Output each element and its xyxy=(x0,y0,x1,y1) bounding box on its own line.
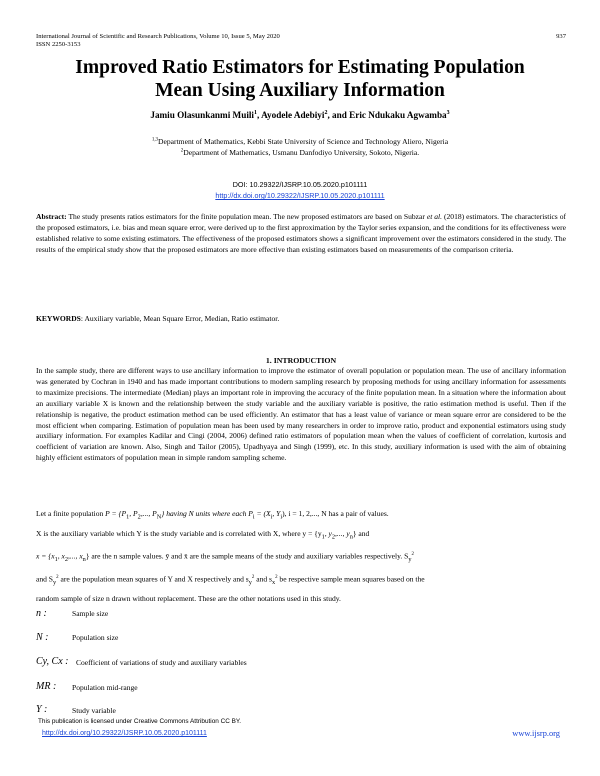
license-note: This publication is licensed under Creative Commons Attribution CC BY. xyxy=(38,718,242,725)
keywords-label: KEYWORDS xyxy=(36,314,81,323)
author-2-sup: 2 xyxy=(324,110,328,116)
notation-desc: Sample size xyxy=(72,609,109,618)
math-expr: , x xyxy=(57,551,65,561)
math-line-4: and $S_y^2$ are the population mean squares of Y and X respectively and $s_y^2$ and $s_x^2$ be respective sample mean squares based on the xyxy=(36,574,425,587)
notation-symbol: N : xyxy=(36,632,49,643)
title-line-1: Improved Ratio Estimators for Estimating Population xyxy=(75,57,525,78)
math-expr: = (X xyxy=(254,509,271,518)
author-1: Jamiu Olasunkanmi Muili xyxy=(150,110,254,121)
author-2: , Ayodele Adebiyi xyxy=(256,110,325,121)
math-text: } are the n sample values. ȳ and x̄ are the sample means of the study and auxiliary variables respectively. S xyxy=(85,551,409,561)
math-expr: P = {P xyxy=(105,509,127,518)
math-text: Let a finite population xyxy=(36,509,106,518)
math-line-1: Let a finite population $P = \{P_1$, $P_2$,..., $P_N$} having N units where each $P_i = (X_i$, $Y_i$), i = 1, 2,..., N has a pair of values. xyxy=(36,509,389,521)
affiliation-1 xyxy=(20,137,580,146)
math-text: be respective sample mean squares based on the xyxy=(277,574,425,584)
notation-desc: Coefficient of variations of study and auxiliary variables xyxy=(76,658,247,667)
abstract-text-a: The study presents ratios estimators for the finite population mean. The new proposed estimators are based on Subzar xyxy=(66,212,427,221)
section-heading: 1. INTRODUCTION xyxy=(265,356,337,365)
math-text: and S xyxy=(36,574,53,584)
abstract xyxy=(36,212,566,256)
notation-desc: Study variable xyxy=(72,706,116,715)
keywords xyxy=(36,314,566,325)
doi-link[interactable]: http://dx.doi.org/10.29322/IJSRP.10.05.2020.p101111 xyxy=(215,191,385,200)
keywords-text: : Auxiliary variable, Mean Square Error, Median, Ratio estimator. xyxy=(80,314,280,323)
math-line-3: $x = \{x_1$, $x_2$,..., $x_n$} are the n sample values. ȳ and x̄ are the sample means of the study and auxiliary variables respectively. $S_y^2$ xyxy=(36,551,414,564)
running-header xyxy=(36,33,566,49)
author-3: , and Eric Ndukaku Agwamba xyxy=(327,110,447,121)
footer-doi-link[interactable]: http://dx.doi.org/10.29322/IJSRP.10.05.2020.p101111 xyxy=(42,730,207,737)
notation-symbol: MR : xyxy=(36,681,57,692)
math-line-5: random sample of size n drawn without replacement. These are the other notations used in this study. xyxy=(36,594,341,603)
abstract-text-b: (2018) estimators. The characteristics of the proposed estimators, i.e. bias and mean square error, were derived up to the first approximation by the Taylor series expansion, and the conditions for its effectiveness were established relative to some existing estimators. The effectiveness of the proposed estimators shows a significant improvement over the estimators considered in the study. The results of the empirical study show that the proposed estimators are more effective than existing estimators based on measurements of the comparison criteria. xyxy=(36,212,566,254)
doi-text: DOI: 10.29322/IJSRP.10.05.2020.p101111 xyxy=(232,180,368,189)
journal-site-link[interactable]: www.ijsrp.org xyxy=(512,729,560,738)
notation-symbol: Cy, Cx : xyxy=(36,656,69,667)
affiliation-1-text: Department of Mathematics, Kebbi State University of Science and Technology Aliero, Nigeria xyxy=(158,137,449,146)
intro-paragraph: In the sample study, there are different ways to use ancillary information to improve the estimator of overall population or population mean. The use of ancillary information was generated by Cochran in 1940 and has made important contributions to modern sampling research by proposing methods for using ancillary information for assessments to maximize precisions. The intermediate (Median) plays an important role in improving the accuracy of the finite population mean. In a situation where the information about an auxiliary variable X is known and the relationship between the study variable and the auxiliary variable is positive, the ratio estimation method is useful. Then if the relationship is negative, the product estimation method can be used efficiently. An estimator that has a least value of variance or mean square error are considered to be the most efficient when comparing. Estimation of population mean has been used by many researchers in order to improve ratio, product and exponential estimators using study auxiliary information. For examples Kadilar and Cingi (2004, 2006) defined ratio estimators of population mean when the values of coefficient of correlation, kurtosis and coefficient of variation are known. Also, Singh and Tailor (2005), Upadhyaya and Singh (1999), etc. In this study, auxiliary information is used with the aim of obtaining highly efficient estimators of population mean in simple random sampling scheme. xyxy=(36,366,566,463)
math-expr: ,..., y xyxy=(335,529,350,538)
math-text: and s xyxy=(254,574,272,584)
math-text: ), i = 1, 2,..., N has a pair of values. xyxy=(282,509,389,518)
author-3-sup: 3 xyxy=(446,110,450,116)
math-expr: } having N units where each P xyxy=(161,509,253,518)
abstract-etal: et al. xyxy=(426,212,443,221)
issn: ISSN 2250-3153 xyxy=(36,41,81,48)
abstract-label: Abstract: xyxy=(36,212,67,221)
paper-title xyxy=(20,56,580,102)
affiliation-2-sup: 2 xyxy=(180,148,184,154)
math-text: } and xyxy=(352,529,370,538)
affiliation-2-text: Department of Mathematics, Usmanu Danfodiyo University, Sokoto, Nigeria. xyxy=(183,148,420,157)
math-expr: ,..., x xyxy=(68,551,83,561)
math-text: X is the auxiliary variable which Y is the study variable and is correlated with X, where y = {y xyxy=(36,529,322,538)
affiliation-1-sup: 1,3 xyxy=(151,137,159,143)
math-expr: ,..., P xyxy=(140,509,157,518)
math-expr: , Y xyxy=(272,509,281,518)
math-line-2: X is the auxiliary variable which Y is the study variable and is correlated with X, where $y = \{y_1$, $y_2$,..., $y_n$} and xyxy=(36,529,370,541)
notation-symbol: n : xyxy=(36,608,47,619)
journal-citation: International Journal of Scientific and Research Publications, Volume 10, Issue 5, May 2020 xyxy=(36,33,280,40)
title-line-2: Mean Using Auxiliary Information xyxy=(155,80,445,101)
notation-desc: Population size xyxy=(72,633,119,642)
math-expr: , y xyxy=(324,529,332,538)
author-1-sup: 1 xyxy=(254,110,257,116)
page-number: 937 xyxy=(556,33,566,40)
math-expr: x = {x xyxy=(36,551,55,561)
math-text: are the population mean squares of Y and X respectively and s xyxy=(58,574,249,584)
author-list xyxy=(20,110,580,120)
notation-symbol: Y : xyxy=(36,704,48,715)
notation-desc: Population mid-range xyxy=(72,683,138,692)
math-expr: , P xyxy=(129,509,138,518)
affiliation-2 xyxy=(20,148,580,157)
